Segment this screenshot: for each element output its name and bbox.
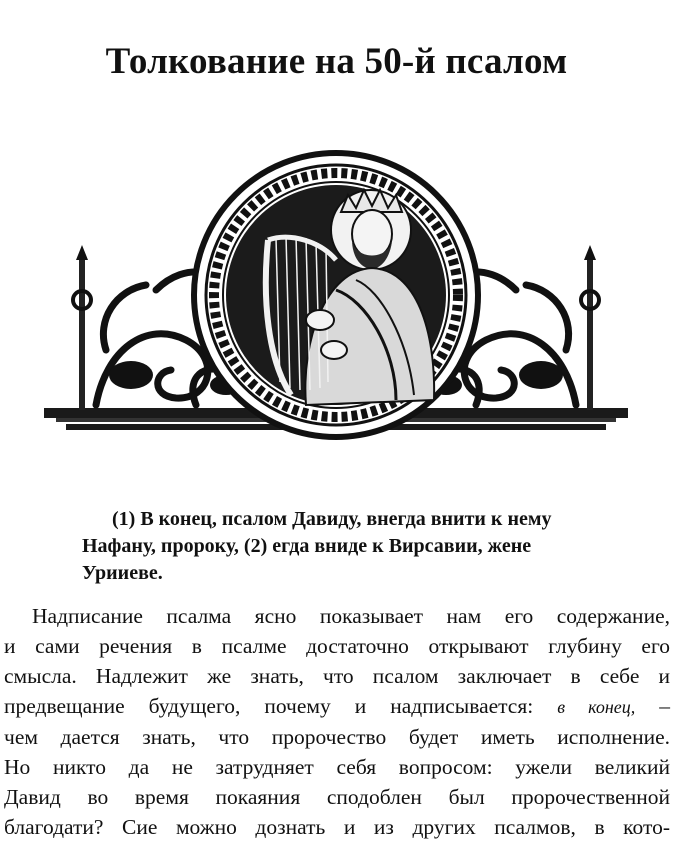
paragraph-line xyxy=(4,691,670,722)
paragraph-line: Давид во время покаяния сподоблен был пророчественной xyxy=(4,785,670,809)
paragraph-line: Надписание псалма ясно показывает нам его содержание, xyxy=(32,604,670,628)
epigraph-line: Урииеве. xyxy=(82,562,163,584)
paragraph-line: и сами речения в псалме достаточно открывают глубину его xyxy=(4,634,670,658)
paragraph-text: предвещание будущего, почему и надписывается: xyxy=(4,694,534,718)
dash: – xyxy=(659,694,671,718)
italic-quote: в конец, xyxy=(557,697,636,717)
paragraph-line: чем дается знать, что пророчество будет иметь исполнение. xyxy=(4,725,670,749)
paragraph-line: Но никто да не затрудняет себя вопросом: ужели великий xyxy=(4,755,670,779)
epigraph-line: (1) В конец, псалом Давиду, внегда внити к нему xyxy=(112,508,552,530)
psalm-superscription xyxy=(82,506,638,587)
paragraph-line: смысла. Надлежит же знать, что псалом заключает в себе и xyxy=(4,664,670,688)
paragraph-line: благодати? Сие можно дознать и из других псалмов, в кото- xyxy=(4,815,670,839)
commentary-paragraph xyxy=(4,601,670,842)
page-title: Толкование на 50-й псалом xyxy=(105,41,568,82)
epigraph-line: Нафану, пророку, (2) егда вниде к Вирсавии, жене xyxy=(82,535,532,557)
king-david-harp-ornament-illustration xyxy=(36,150,636,445)
